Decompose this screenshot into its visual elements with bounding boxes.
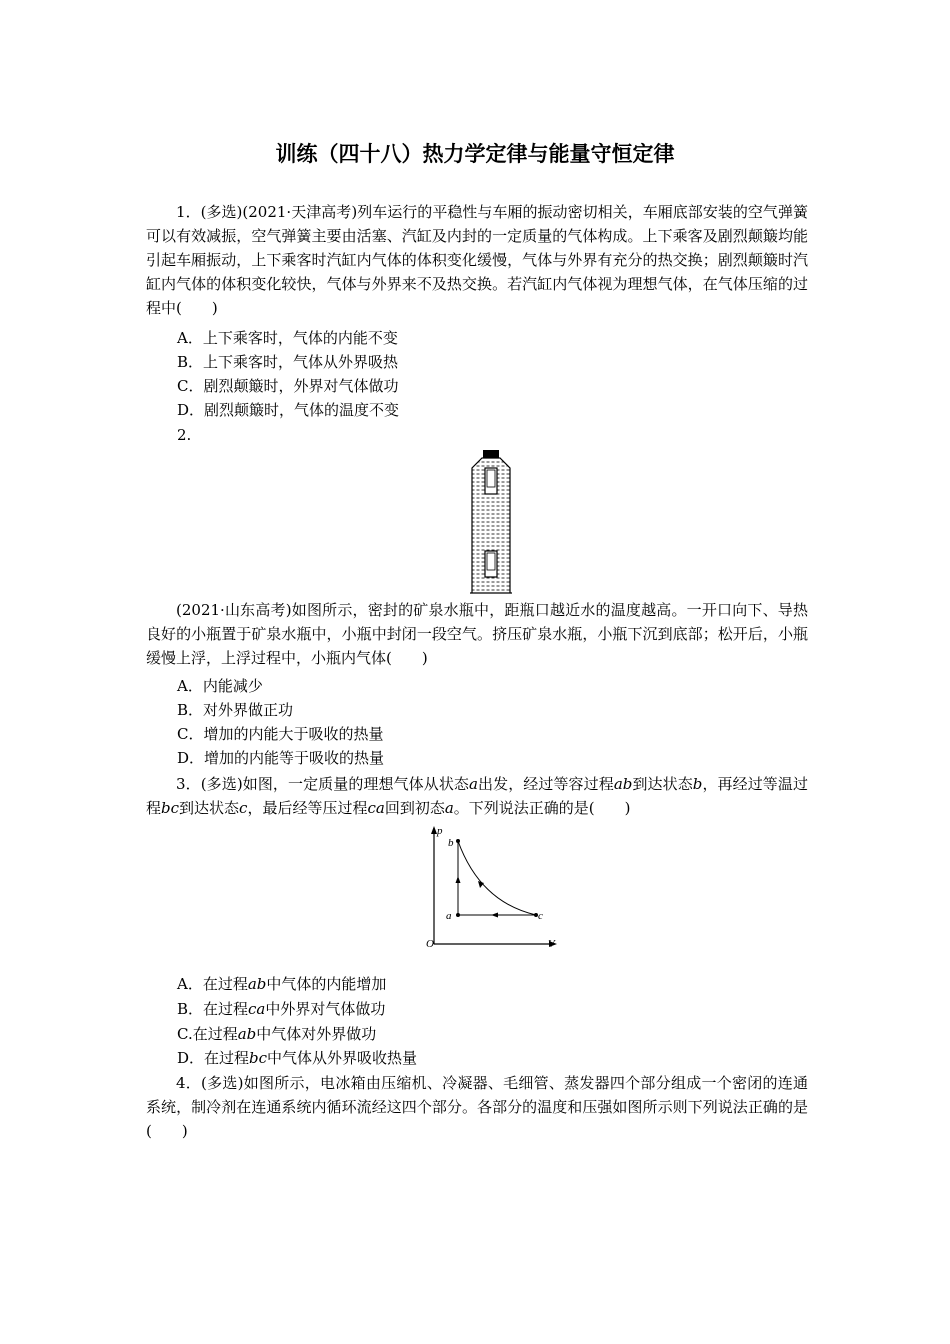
state-a-label: a — [446, 910, 452, 922]
q3-option-b: B．在过程ca中外界对气体做功 — [177, 1000, 386, 1018]
q2-option-d: D．增加的内能等于吸收的热量 — [177, 749, 385, 767]
bottle-figure — [466, 448, 516, 600]
q3-option-a: A．在过程ab中气体的内能增加 — [177, 975, 387, 993]
q4-stem: 4．(多选)如图所示，电冰箱由压缩机、冷凝器、毛细管、蒸发器四个部分组成一个密闭的连通系统，制冷剂在连通系统内循环流经这四个部分。各部分的温度和压强如图所示则下列说法正确的是( ) — [146, 1074, 808, 1140]
q2-option-b: B．对外界做正功 — [177, 701, 294, 719]
q1-stem: 1．(多选)(2021·天津高考)列车运行的平稳性与车厢的振动密切相关，车厢底部安装的空气弹簧可以有效减振，空气弹簧主要由活塞、汽缸及内封的一定质量的气体构成。上下乘客及剧烈颠簸均能引起车厢振动，上下乘客时汽缸内气体的体积变化缓慢，气体与外界有充分的热交换；剧烈颠簸时汽缸内气体的体积变化较快，气体与外界来不及热交换。若汽缸内气体视为理想气体，在气体压缩的过程中( ) — [146, 203, 808, 317]
state-b-label: b — [448, 837, 454, 849]
pv-graph — [422, 822, 562, 954]
p-axis-label: p — [437, 825, 443, 837]
q3-option-c: C.在过程ab中气体对外界做功 — [177, 1025, 377, 1043]
q2-option-c: C．增加的内能大于吸收的热量 — [177, 725, 384, 743]
q2-number: 2. — [177, 426, 192, 444]
q1-option-d: D．剧烈颠簸时，气体的温度不变 — [177, 401, 400, 419]
q3-option-d: D．在过程bc中气体从外界吸收热量 — [177, 1049, 418, 1067]
q2-option-a: A．内能减少 — [177, 677, 263, 695]
state-c-label: c — [538, 910, 543, 922]
v-axis-label: V — [548, 938, 555, 950]
q3-stem: 3．(多选)如图，一定质量的理想气体从状态a出发，经过等容过程ab到达状态b，再经过等温过程bc到达状态c，最后经等压过程ca回到初态a。下列说法正确的是( ) — [146, 775, 808, 817]
q1-option-a: A．上下乘客时，气体的内能不变 — [177, 329, 398, 347]
q1-option-c: C．剧烈颠簸时，外界对气体做功 — [177, 377, 399, 395]
page-title: 训练（四十八）热力学定律与能量守恒定律 — [275, 142, 675, 166]
q1-option-b: B．上下乘客时，气体从外界吸热 — [177, 353, 399, 371]
origin-label: O — [426, 938, 434, 950]
q2-stem: (2021·山东高考)如图所示，密封的矿泉水瓶中，距瓶口越近水的温度越高。一开口向下、导热良好的小瓶置于矿泉水瓶中，小瓶中封闭一段空气。挤压矿泉水瓶，小瓶下沉到底部；松开后，小瓶缓慢上浮，上浮过程中，小瓶内气体( ) — [146, 601, 808, 667]
